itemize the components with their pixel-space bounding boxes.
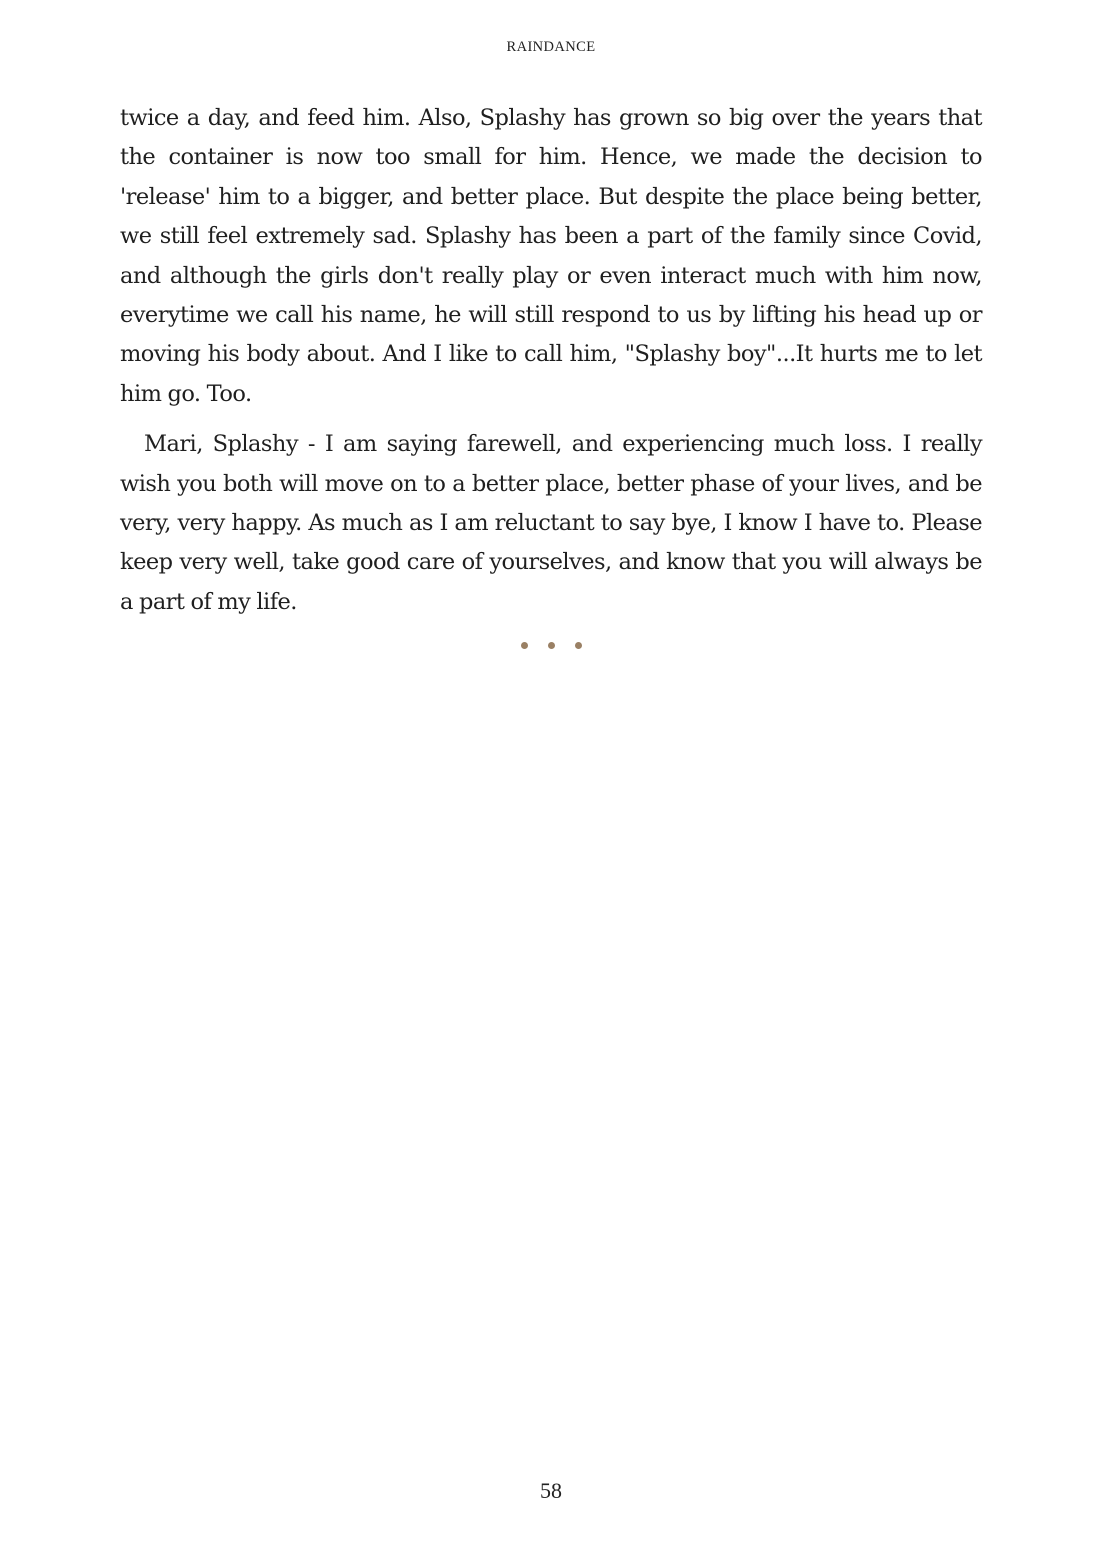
paragraph-continued: twice a day, and feed him. Also, Splashy has grown so big over the years that the container is now too small for him. Hence, we made the decision to 'release' him to a bigger, and better place. But despite the place being better, we still feel extremely sad. Splashy has been a part of the family since Covid, and although the girls don't really play or even interact much with him now, everytime we call his name, he will still respond to us by lifting his head up or moving his body about. And I like to call him, "Splashy boy"...It hurts me to let him go. Too. <box>120 105 982 407</box>
body-text <box>120 99 982 633</box>
paragraph-farewell: Mari, Splashy - I am saying farewell, and experiencing much loss. I really wish you both will move on to a better place, better phase of your lives, and be very, very happy. As much as I am reluctant to say bye, I know I have to. Please keep very well, take good care of yourselves, and know that you will always be a part of my life. <box>120 431 982 615</box>
running-header: RAINDANCE <box>506 39 596 55</box>
section-break-dot <box>575 642 582 649</box>
section-break-dot <box>548 642 555 649</box>
page-number: 58 <box>540 1478 562 1503</box>
section-break-ornament <box>0 642 1102 649</box>
section-break-dot <box>521 642 528 649</box>
